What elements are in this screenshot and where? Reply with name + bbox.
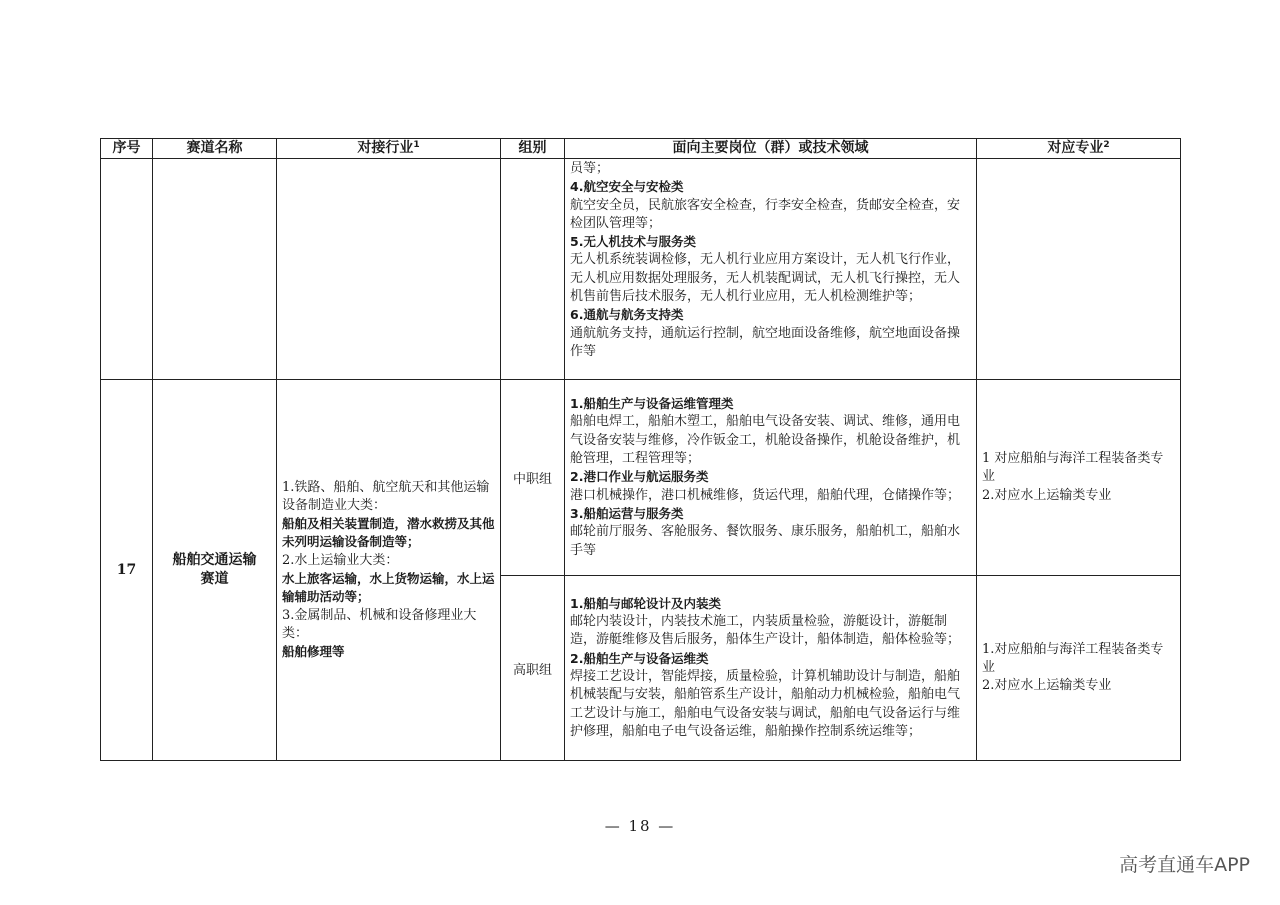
position-line: 员等； — [570, 161, 610, 176]
track-name-line2: 赛道 — [200, 571, 229, 587]
position-category: 2.港口作业与航运服务类 — [570, 469, 709, 485]
header-index: 序号 — [101, 139, 153, 159]
header-track: 赛道名称 — [153, 139, 277, 159]
position-category: 6.通航与航务支持类 — [570, 307, 684, 323]
table-row-continued — [101, 159, 1181, 380]
industry-category: 1.铁路、船舶、航空航天和其他运输设备制造业大类： — [282, 479, 490, 513]
header-major — [977, 139, 1181, 159]
position-line: 邮轮前厅服务、客舱服务、餐饮服务、康乐服务，船舶机工，船舶水手等 — [570, 524, 961, 558]
position-line: 无人机系统装调检修，无人机行业应用方案设计，无人机飞行作业，无人机应用数据处理服务，无人机装配调试，无人机飞行操控，无人机售前售后技术服务，无人机行业应用，无人机检测维护等； — [570, 252, 961, 305]
industry-category: 2.水上运输业大类： — [282, 552, 399, 568]
position-category: 5.无人机技术与服务类 — [570, 234, 696, 250]
position-category: 1.船舶与邮轮设计及内装类 — [570, 595, 721, 611]
footnote-marker-1: 1 — [413, 140, 420, 150]
group-cell-higher: 高职组 — [501, 576, 565, 761]
position-line: 船舶电焊工，船舶木塑工，船舶电气设备安装、调试、维修，通用电气设备安装与维修，冷作钣金工，机舱设备操作，机舱设备维护，机舱管理，工程管理等； — [570, 414, 961, 467]
industry-detail: 水上旅客运输，水上货物运输，水上运输辅助活动等； — [282, 571, 495, 605]
app-watermark: 高考直通车APP — [1119, 854, 1250, 876]
major-cell-higher — [977, 576, 1181, 761]
continued-major-cell — [977, 159, 1181, 380]
industry-cell — [277, 380, 501, 761]
position-category: 2.船舶生产与设备运维类 — [570, 650, 709, 666]
position-line: 焊接工艺设计，智能焊接，质量检验，计算机辅助设计与制造，船舶机械装配与安装，船舶管系生产设计，船舶动力机械检验，船舶电气工艺设计与施工，船舶电气设备安装与调试，船舶电气设备运行与维护修理，船舶电子电气设备运维，船舶操作控制系统运维等； — [570, 669, 961, 739]
continued-index-cell — [101, 159, 153, 380]
header-major-label: 对应专业 — [1047, 140, 1104, 156]
competition-table — [100, 138, 1181, 761]
header-industry-label: 对接行业 — [357, 140, 414, 156]
major-line: 2.对应水上运输类专业 — [982, 678, 1112, 694]
positions-cell-secondary — [565, 380, 977, 576]
row-index-cell: 17 — [101, 380, 153, 761]
position-line: 通航航务支持，通航运行控制，航空地面设备维修，航空地面设备操作等 — [570, 325, 961, 359]
positions-cell-higher — [565, 576, 977, 761]
major-cell-secondary — [977, 380, 1181, 576]
major-line: 2.对应水上运输类专业 — [982, 487, 1112, 503]
header-positions: 面向主要岗位（群）或技术领域 — [565, 139, 977, 159]
continued-track-cell — [153, 159, 277, 380]
header-group: 组别 — [501, 139, 565, 159]
position-line: 航空安全员，民航旅客安全检查，行李安全检查，货邮安全检查，安检团队管理等； — [570, 197, 961, 231]
header-industry — [277, 139, 501, 159]
position-category: 4.航空安全与安检类 — [570, 179, 684, 195]
industry-category: 3.金属制品、机械和设备修理业大类： — [282, 607, 477, 641]
continued-group-cell — [501, 159, 565, 380]
continued-positions-cell — [565, 159, 977, 380]
group-cell-secondary: 中职组 — [501, 380, 565, 576]
position-line: 港口机械操作，港口机械维修，货运代理，船舶代理，仓储操作等； — [570, 487, 961, 503]
track-name-cell — [153, 380, 277, 761]
position-line: 邮轮内装设计，内装技术施工，内装质量检验，游艇设计，游艇制造，游艇维修及售后服务，船体生产设计，船体制造，船体检验等； — [570, 614, 961, 648]
major-line: 1.对应船舶与海洋工程装备类专业 — [982, 641, 1164, 675]
position-category: 1.船舶生产与设备运维管理类 — [570, 396, 734, 412]
major-line: 1 对应船舶与海洋工程装备类专业 — [982, 451, 1164, 485]
position-category: 3.船舶运营与服务类 — [570, 505, 684, 521]
footnote-marker-2: 2 — [1103, 140, 1110, 150]
track-name-line1: 船舶交通运输 — [172, 552, 257, 568]
table-header-row — [101, 139, 1181, 159]
table-row-17-secondary — [101, 380, 1181, 576]
industry-detail: 船舶及相关装置制造，潜水救捞及其他未列明运输设备制造等； — [282, 516, 495, 550]
industry-detail: 船舶修理等 — [282, 644, 345, 660]
continued-industry-cell — [277, 159, 501, 380]
page-number: — 18 — — [604, 817, 676, 835]
